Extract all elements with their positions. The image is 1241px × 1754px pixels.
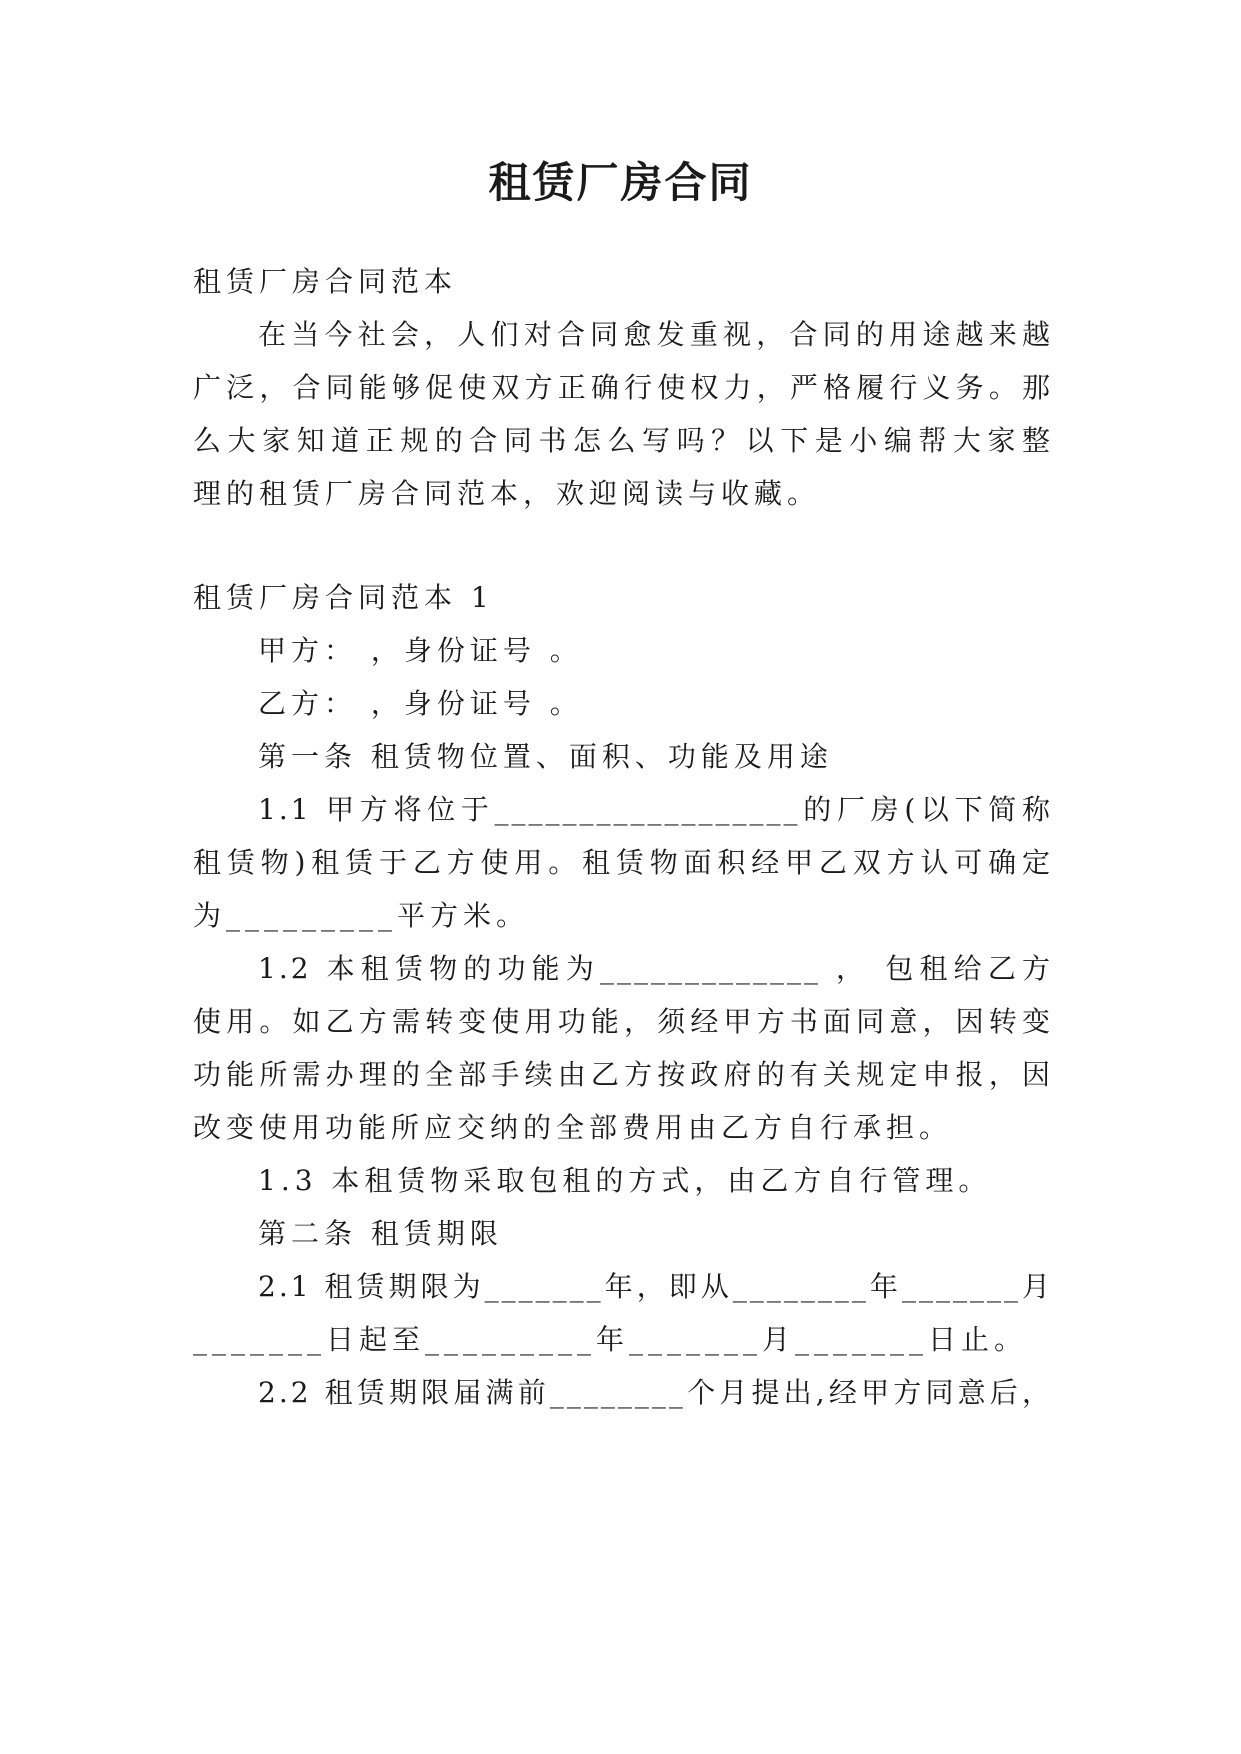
clause-line: 1.3 本租赁物采取包租的方式，由乙方自行管理。 (258, 1164, 992, 1197)
clause-line: 改变使用功能所应交纳的全部费用由乙方自行承担。 (193, 1111, 953, 1144)
clause-line: 为_________平方米。 (193, 899, 530, 932)
clause-line: 租赁物)租赁于乙方使用。租赁物面积经甲乙双方认可确定 (193, 846, 1053, 879)
document-title: 租赁厂房合同 (488, 158, 753, 207)
party-a-line: 甲方： ，身份证号 。 (258, 634, 583, 667)
clause-line: 1.2 本租赁物的功能为_____________ ， 包租给乙方 (258, 952, 1053, 985)
clause-line: 2.2 租赁期限届满前________个月提出,经甲方同意后， (258, 1376, 1053, 1409)
clause-line: _______日起至_________年_______月_______日止。 (193, 1323, 1028, 1356)
clause-line: 2.1 租赁期限为_______年，即从________年_______月 (258, 1270, 1053, 1303)
paragraph-line: 广泛，合同能够促使双方正确行使权力，严格履行义务。那 (193, 371, 1053, 404)
paragraph-line: 在当今社会，人们对合同愈发重视，合同的用途越来越 (258, 318, 1053, 351)
paragraph-line: 么大家知道正规的合同书怎么写吗？以下是小编帮大家整 (193, 424, 1053, 457)
article-heading: 第二条 租赁期限 (258, 1217, 503, 1250)
clause-line: 使用。如乙方需转变使用功能，须经甲方书面同意，因转变 (193, 1005, 1053, 1038)
paragraph-line: 理的租赁厂房合同范本，欢迎阅读与收藏。 (193, 477, 821, 510)
section-heading: 租赁厂房合同范本 1 (193, 581, 494, 614)
subtitle: 租赁厂房合同范本 (193, 265, 458, 298)
clause-line: 功能所需办理的全部手续由乙方按政府的有关规定申报，因 (193, 1058, 1053, 1091)
party-b-line: 乙方： ，身份证号 。 (258, 687, 583, 720)
article-heading: 第一条 租赁物位置、面积、功能及用途 (258, 740, 833, 773)
clause-line: 1.1 甲方将位于__________________的厂房(以下简称 (258, 793, 1053, 826)
